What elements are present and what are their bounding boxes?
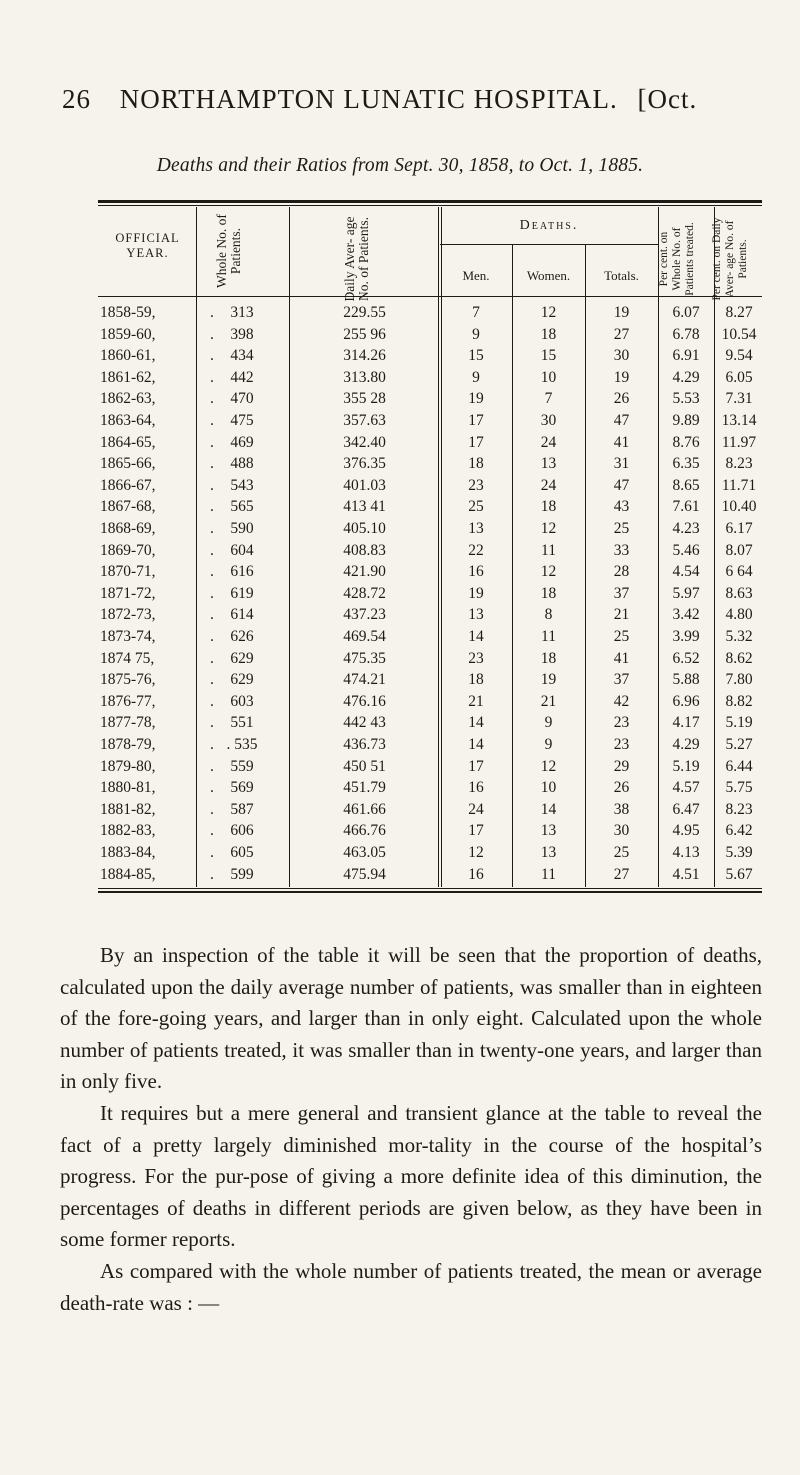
cell-men: 7 [472,304,480,321]
cell-whole: 587 [230,800,254,818]
cell-pct-whole: 4.23 [672,520,700,537]
cell-pct-whole: 4.29 [672,736,700,753]
table-row [0,367,800,389]
leader-dot: . [210,390,214,408]
cell-pct-whole: 5.97 [672,584,700,602]
body-text [60,940,762,1319]
cell-pct-whole: 5.19 [672,757,700,775]
cell-pct-daily: 5.75 [725,779,753,797]
cell-women: 24 [540,433,557,451]
cell-women: 14 [540,800,557,818]
cell-totals: 25 [613,844,630,861]
leader-dot: . [210,606,214,624]
cell-totals: 38 [613,800,630,818]
leader-dot: . [210,347,214,365]
cell-totals: 30 [613,347,630,365]
cell-pct-daily: 6.17 [725,520,753,537]
cell-women: 13 [540,822,557,840]
cell-daily: 474.21 [343,671,386,689]
cell-whole: 434 [230,347,254,365]
cell-daily: 469.54 [343,628,386,645]
cell-year: 1881-82, [100,800,156,818]
leader-dot: . [210,671,214,689]
cell-pct-daily: 10.40 [721,498,757,516]
cell-daily: 466.76 [343,822,386,840]
cell-totals: 23 [613,736,630,753]
cell-daily: 476.16 [343,692,386,710]
cell-women: 18 [540,325,557,343]
cell-women: 13 [540,455,557,473]
cell-pct-daily: 8.62 [725,649,753,667]
cell-pct-daily: 8.82 [725,692,753,710]
cell-pct-whole: 6.96 [672,692,700,710]
cell-whole: 470 [230,390,254,408]
cell-daily: 451.79 [343,779,386,797]
cell-whole: 599 [230,865,254,883]
cell-pct-whole: 8.76 [672,433,700,451]
cell-pct-daily: 8.23 [725,455,753,473]
cell-daily: 428.72 [343,584,386,602]
header-official-year: OFFICIAL YEAR. [115,231,180,260]
cell-pct-whole: 6.47 [672,800,700,818]
leader-dot: . [210,584,214,602]
cell-pct-daily: 8.07 [725,541,753,559]
cell-men: 22 [468,541,484,559]
cell-men: 16 [468,779,484,797]
table-row [0,777,800,799]
header-women: Women. [526,268,571,283]
table-row [0,864,800,886]
leader-dot: . [210,520,214,537]
cell-year: 1864-65, [100,433,156,451]
cell-totals: 47 [613,412,630,429]
cell-totals: 19 [613,368,630,386]
cell-pct-daily: 11.71 [721,476,757,494]
cell-daily: 475.35 [343,649,386,667]
cell-whole: 616 [230,563,254,581]
cell-pct-daily: 5.19 [725,714,753,732]
table-caption: Deaths and their Ratios from Sept. 30, 1858, to Oct. 1, 1885. [156,155,644,176]
cell-pct-whole: 6.91 [672,347,700,365]
cell-daily: 401.03 [343,476,386,494]
cell-women: 11 [541,628,556,645]
leader-dot: . [210,865,214,883]
leader-dot: . [210,844,214,861]
cell-totals: 47 [613,476,630,494]
leader-dot: . [210,498,214,516]
cell-men: 17 [468,822,484,840]
table-row [0,691,800,713]
table-row [0,518,800,540]
header-men: Men. [462,268,490,283]
cell-men: 25 [468,498,484,516]
cell-whole: 475 [230,412,254,429]
leader-dot: . [210,757,214,775]
table-row [0,583,800,605]
cell-men: 24 [468,800,484,818]
cell-whole: 398 [230,325,254,343]
cell-pct-daily: 8.27 [725,304,753,321]
cell-year: 1876-77, [100,692,156,710]
cell-totals: 37 [613,584,630,602]
cell-men: 9 [472,325,480,343]
cell-year: 1879-80, [100,757,156,775]
cell-women: 30 [540,412,557,429]
paragraph: By an inspection of the table it will be seen that the proportion of deaths, calculated upon the daily average number of patients, was smaller than in eighteen of the fore-going years, and larger than in only eight. Calculated upon the whole number of patients treated, it was smaller than in twenty-one years, and larger than in only five. [60,943,762,1094]
cell-daily: 450 51 [343,757,386,775]
cell-pct-whole: 5.46 [672,541,700,559]
cell-pct-whole: 4.54 [672,563,700,581]
cell-men: 13 [468,520,484,537]
table-top-rule-thin [98,205,762,206]
cell-men: 17 [468,433,484,451]
cell-totals: 31 [613,455,630,473]
cell-pct-daily: 8.63 [725,584,753,602]
header-whole-number: Whole No. of Patients. [214,214,243,288]
cell-whole: 559 [230,757,254,775]
cell-whole: 619 [230,584,254,602]
cell-whole: 604 [230,541,254,559]
cell-pct-daily: 5.32 [725,628,753,645]
cell-whole: 313 [230,304,254,321]
cell-daily: 376.35 [343,455,386,473]
table-row [0,756,800,778]
table-row [0,324,800,346]
header-totals: Totals. [604,268,639,283]
cell-daily: 255 96 [343,325,386,343]
cell-year: 1858-59, [100,304,156,321]
leader-dot: . [210,541,214,559]
cell-whole: 606 [230,822,254,840]
cell-whole: 614 [230,606,254,624]
table-row [0,540,800,562]
cell-year: 1880-81, [100,779,156,797]
cell-pct-whole: 6.78 [672,325,700,343]
cell-men: 13 [468,606,484,624]
table-row [0,799,800,821]
running-header [62,84,762,115]
cell-pct-daily: 7.31 [725,390,753,408]
cell-pct-daily: 7.80 [725,671,753,689]
cell-year: 1859-60, [100,325,156,343]
cell-year: 1870-71, [100,563,156,581]
cell-women: 10 [540,779,557,797]
cell-totals: 37 [613,671,630,689]
cell-women: 12 [540,563,557,581]
cell-pct-whole: 5.88 [672,671,700,689]
table-bottom-rule [98,888,762,889]
cell-daily: 475.94 [343,865,386,883]
paragraph: It requires but a mere general and transient glance at the table to reveal the fact of a pretty largely diminished mor-tality in the course of the hospital’s progress. For the pur-pose of giving a more definite idea of this diminution, the percentages of deaths in different periods are given below, as they have been in some former reports. [60,1100,762,1252]
cell-pct-whole: 4.29 [672,368,700,386]
header-pct-daily: Per cent. on Daily Aver- age No. of Patients. [711,217,749,301]
paragraph: As compared with the whole number of patients treated, the mean or average death-rate was : — [60,1258,762,1315]
leader-dot: . [210,563,214,581]
cell-women: 18 [540,498,557,516]
cell-totals: 26 [613,779,630,797]
cell-year: 1882-83, [100,822,156,840]
cell-totals: 29 [613,757,630,775]
cell-whole: . 535 [226,736,258,753]
cell-daily: 463.05 [343,844,386,861]
header-daily-average: Daily Aver- age No. of Patients. [342,216,371,302]
cell-pct-daily: 9.54 [725,347,753,365]
cell-daily: 342.40 [343,433,386,451]
cell-women: 12 [540,520,557,537]
leader-dot: . [210,628,214,645]
cell-men: 12 [468,844,484,861]
cell-totals: 26 [613,390,630,408]
leader-dot: . [210,433,214,451]
cell-men: 16 [468,865,484,883]
cell-daily: 437.23 [343,606,386,624]
cell-daily: 436.73 [343,736,386,753]
cell-pct-whole: 4.13 [672,844,700,861]
cell-year: 1871-72, [100,584,156,602]
page-number: 26 [62,84,91,114]
cell-year: 1860-61, [100,347,156,365]
cell-totals: 27 [613,865,630,883]
cell-whole: 442 [230,368,254,386]
cell-totals: 33 [613,541,630,559]
cell-year: 1884-85, [100,865,156,883]
section-marker: [Oct. [637,84,698,114]
table-row [0,842,800,864]
table-row [0,410,800,432]
table-row [0,432,800,454]
cell-totals: 28 [613,563,630,581]
cell-year: 1878-79, [100,736,156,753]
cell-men: 16 [468,563,484,581]
table-row [0,561,800,583]
cell-men: 15 [468,347,484,365]
cell-daily: 355 28 [343,390,386,408]
table-row [0,734,800,756]
table-row [0,669,800,691]
leader-dot: . [210,412,214,429]
cell-women: 21 [540,692,557,710]
cell-year: 1862-63, [100,390,156,408]
cell-year: 1874 75, [100,649,155,667]
cell-men: 18 [468,671,484,689]
cell-pct-whole: 3.99 [672,628,700,645]
cell-pct-daily: 11.97 [721,433,757,451]
cell-pct-whole: 7.61 [672,498,700,516]
leader-dot: . [210,455,214,473]
leader-dot: . [210,649,214,667]
page-title: NORTHAMPTON LUNATIC HOSPITAL. [119,84,618,114]
cell-whole: 565 [230,498,254,516]
leader-dot: . [210,800,214,818]
table-row [0,820,800,842]
cell-men: 23 [468,476,484,494]
cell-year: 1866-67, [100,476,156,494]
cell-pct-daily: 6.44 [725,757,753,775]
table-row [0,712,800,734]
leader-dot: . [210,779,214,797]
cell-women: 12 [540,757,557,775]
cell-pct-whole: 8.65 [672,476,700,494]
leader-dot: . [210,736,214,753]
cell-pct-whole: 6.35 [672,455,700,473]
cell-totals: 25 [613,628,630,645]
cell-whole: 605 [230,844,254,861]
cell-whole: 551 [230,714,254,732]
cell-totals: 25 [613,520,630,537]
table-row [0,648,800,670]
cell-daily: 421.90 [343,563,386,581]
cell-pct-daily: 5.67 [725,865,753,883]
leader-dot: . [210,304,214,321]
table-row [0,626,800,648]
cell-pct-whole: 5.53 [672,390,700,408]
cell-women: 18 [540,584,557,602]
cell-women: 9 [544,736,553,753]
cell-pct-daily: 8.23 [725,800,753,818]
cell-whole: 543 [230,476,254,494]
cell-year: 1861-62, [100,368,156,386]
leader-dot: . [210,714,214,732]
cell-men: 14 [468,714,484,732]
cell-men: 18 [468,455,484,473]
cell-women: 11 [541,541,556,559]
table-row [0,302,800,324]
cell-whole: 469 [230,433,254,451]
cell-whole: 488 [230,455,254,473]
header-pct-whole: Per cent. on Whole No. of Patients treated. [658,222,696,296]
cell-men: 14 [468,736,484,753]
cell-daily: 461.66 [343,800,386,818]
header-deaths: Deaths. [519,218,579,233]
cell-pct-daily: 5.39 [725,844,753,861]
cell-year: 1873-74, [100,628,156,645]
cell-pct-whole: 6.52 [672,649,700,667]
cell-totals: 19 [613,304,630,321]
cell-women: 7 [544,390,553,408]
cell-women: 13 [540,844,557,861]
cell-whole: 626 [230,628,254,645]
cell-pct-whole: 6.07 [672,304,700,321]
cell-pct-whole: 3.42 [672,606,700,624]
cell-men: 14 [468,628,484,645]
table-row [0,496,800,518]
deaths-sub-rule [440,244,658,245]
cell-year: 1863-64, [100,412,156,429]
cell-pct-whole: 4.51 [672,865,700,883]
leader-dot: . [210,822,214,840]
cell-year: 1877-78, [100,714,156,732]
table-row [0,345,800,367]
cell-whole: 603 [230,692,254,710]
cell-daily: 357.63 [343,412,386,429]
cell-whole: 629 [230,671,254,689]
cell-pct-daily: 10.54 [721,325,757,343]
leader-dot: . [210,368,214,386]
cell-daily: 413 41 [343,498,386,516]
cell-men: 21 [468,692,484,710]
table-top-rule [98,200,762,203]
cell-men: 17 [468,412,484,429]
cell-year: 1872-73, [100,606,156,624]
table-row [0,388,800,410]
cell-men: 19 [468,390,484,408]
leader-dot: . [210,325,214,343]
cell-pct-whole: 4.95 [672,822,700,840]
cell-pct-daily: 13.14 [721,412,757,429]
cell-pct-daily: 6 64 [725,563,753,581]
cell-women: 24 [540,476,557,494]
cell-men: 23 [468,649,484,667]
cell-totals: 27 [613,325,630,343]
cell-women: 10 [540,368,557,386]
cell-whole: 590 [230,520,254,537]
cell-totals: 41 [613,649,630,667]
cell-totals: 21 [613,606,630,624]
cell-daily: 405.10 [343,520,386,537]
cell-year: 1869-70, [100,541,156,559]
cell-daily: 408.83 [343,541,386,559]
cell-women: 9 [544,714,553,732]
cell-pct-daily: 4.80 [725,606,753,624]
cell-women: 19 [540,671,557,689]
cell-year: 1883-84, [100,844,156,861]
leader-dot: . [210,692,214,710]
cell-year: 1875-76, [100,671,156,689]
cell-pct-daily: 5.27 [725,736,753,753]
cell-pct-daily: 6.05 [725,368,753,386]
cell-pct-whole: 4.17 [672,714,700,732]
cell-totals: 41 [613,433,630,451]
cell-pct-daily: 6.42 [725,822,753,840]
cell-daily: 442 43 [343,714,386,732]
cell-men: 17 [468,757,484,775]
leader-dot: . [210,476,214,494]
cell-totals: 23 [613,714,630,732]
cell-women: 11 [541,865,556,883]
cell-women: 18 [540,649,557,667]
table-row [0,475,800,497]
cell-daily: 313.80 [343,368,386,386]
cell-totals: 30 [613,822,630,840]
cell-women: 15 [540,347,557,365]
cell-totals: 43 [613,498,630,516]
table-row [0,604,800,626]
cell-year: 1867-68, [100,498,156,516]
cell-pct-whole: 9.89 [672,412,700,429]
cell-women: 8 [544,606,553,624]
cell-whole: 629 [230,649,254,667]
cell-men: 9 [472,368,480,386]
table-bottom-rule-thick [98,891,762,893]
cell-daily: 229.55 [343,304,386,321]
cell-year: 1865-66, [100,455,156,473]
cell-pct-whole: 4.57 [672,779,700,797]
cell-totals: 42 [613,692,630,710]
cell-men: 19 [468,584,484,602]
cell-women: 12 [540,304,557,321]
cell-daily: 314.26 [343,347,386,365]
table-row [0,453,800,475]
cell-whole: 569 [230,779,254,797]
cell-year: 1868-69, [100,520,156,537]
